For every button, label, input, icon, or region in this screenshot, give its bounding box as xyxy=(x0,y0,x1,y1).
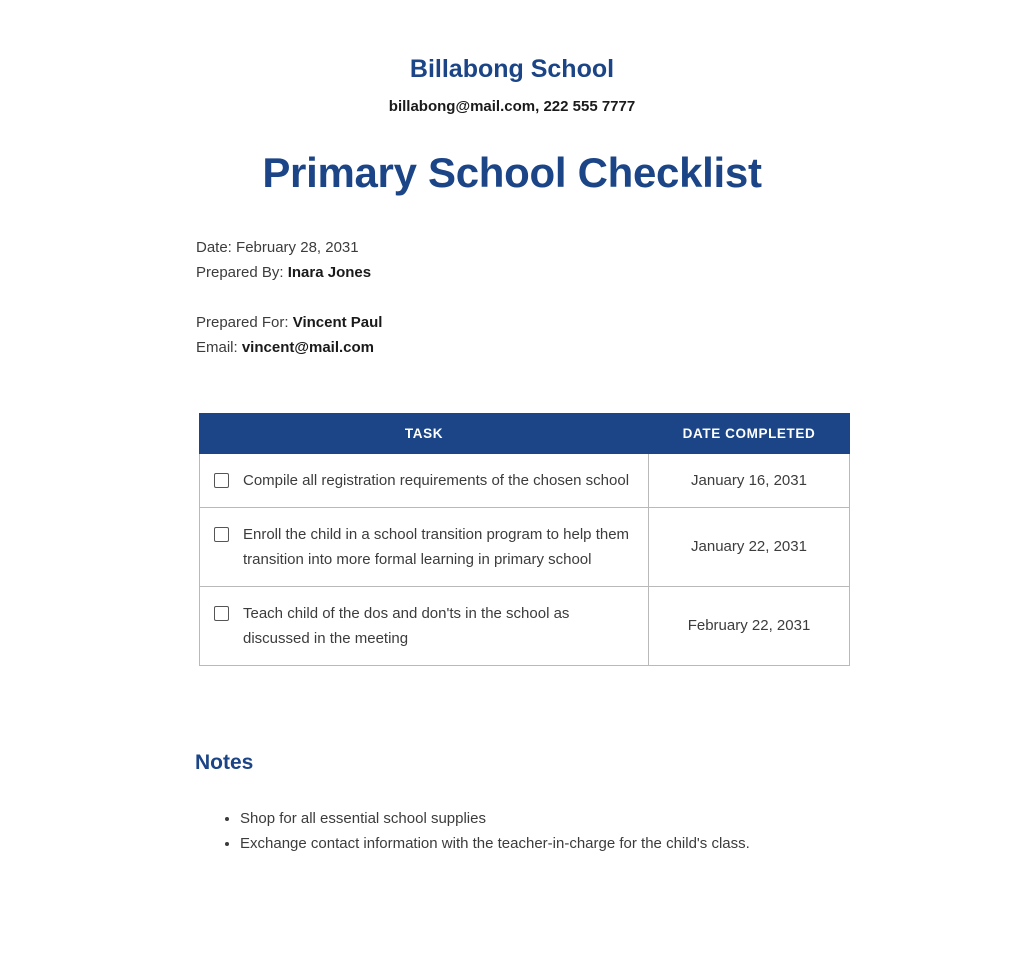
column-header-date-completed: DATE COMPLETED xyxy=(649,414,850,454)
notes-heading: Notes xyxy=(195,751,254,774)
meta-prepared-for-label: Prepared For: xyxy=(196,314,293,331)
organization-contact: billabong@mail.com, 222 555 7777 xyxy=(388,98,636,115)
document-meta xyxy=(196,235,1024,360)
checkbox-icon[interactable] xyxy=(214,473,229,488)
date-completed-cell: February 22, 2031 xyxy=(649,587,850,666)
task-cell xyxy=(200,454,649,508)
date-completed-cell: January 16, 2031 xyxy=(649,454,850,508)
meta-prepared-by-label: Prepared By: xyxy=(196,264,288,281)
task-cell xyxy=(200,587,649,666)
table-row xyxy=(200,587,850,666)
meta-email-label: Email: xyxy=(196,339,242,356)
checklist-table xyxy=(199,413,850,666)
task-label: Teach child of the dos and don'ts in the school as discussed in the meeting xyxy=(243,605,570,647)
meta-date-value: February 28, 2031 xyxy=(236,239,359,256)
meta-email-value: vincent@mail.com xyxy=(241,339,375,356)
meta-date-label: Date: xyxy=(196,239,237,256)
checklist-table-body xyxy=(200,454,850,666)
task-label: Compile all registration requirements of the chosen school xyxy=(243,472,630,489)
column-header-task: TASK xyxy=(200,414,649,454)
list-item: • Exchange contact information with the teacher-in-charge for the child's class. xyxy=(240,831,1024,856)
table-row xyxy=(200,454,850,508)
meta-prepared-for xyxy=(196,310,1024,335)
table-row xyxy=(200,508,850,587)
date-completed-cell: January 22, 2031 xyxy=(649,508,850,587)
checkbox-icon[interactable] xyxy=(214,527,229,542)
page-title: Primary School Checklist xyxy=(262,149,762,196)
task-cell-inner xyxy=(214,601,630,651)
table-header-row xyxy=(200,414,850,454)
task-cell xyxy=(200,508,649,587)
organization-name: Billabong School xyxy=(409,55,615,83)
checkbox-icon[interactable] xyxy=(214,606,229,621)
list-item: • Shop for all essential school supplies xyxy=(240,806,1024,831)
meta-prepared-for-value: Vincent Paul xyxy=(292,314,383,331)
task-label: Enroll the child in a school transition program to help them transition into more formal learning in primary school xyxy=(243,526,630,568)
meta-prepared-by-value: Inara Jones xyxy=(287,264,372,281)
document-page xyxy=(0,54,1024,963)
meta-email xyxy=(196,335,1024,360)
meta-prepared-by xyxy=(196,260,1024,285)
task-cell-inner xyxy=(214,468,630,493)
notes-list xyxy=(0,806,1024,856)
meta-date xyxy=(196,235,1024,260)
meta-spacer xyxy=(196,285,1024,310)
checklist-table-head xyxy=(200,414,850,454)
task-cell-inner xyxy=(214,522,630,572)
